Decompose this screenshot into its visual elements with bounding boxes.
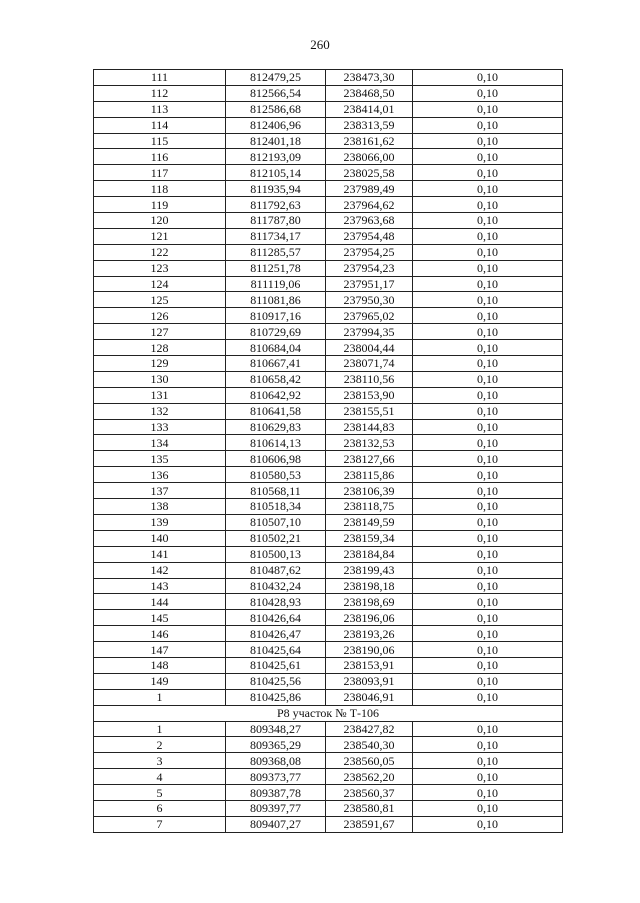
- y-coordinate-cell: 237951,17: [326, 276, 413, 292]
- y-coordinate-cell: 238115,86: [326, 467, 413, 483]
- y-coordinate-cell: 238025,58: [326, 165, 413, 181]
- x-coordinate-cell: 810426,64: [226, 610, 326, 626]
- accuracy-cell: 0,10: [413, 626, 563, 642]
- point-number-cell: 135: [94, 451, 226, 467]
- accuracy-cell: 0,10: [413, 165, 563, 181]
- point-number-cell: 125: [94, 292, 226, 308]
- y-coordinate-cell: 237964,62: [326, 197, 413, 213]
- section-title: Р8 участок № Т-106: [94, 705, 563, 721]
- y-coordinate-cell: 238149,59: [326, 514, 413, 530]
- table-row: [94, 133, 563, 149]
- point-number-cell: 121: [94, 228, 226, 244]
- y-coordinate-cell: 237994,35: [326, 324, 413, 340]
- accuracy-cell: 0,10: [413, 213, 563, 229]
- point-number-cell: 139: [94, 514, 226, 530]
- x-coordinate-cell: 809368,08: [226, 753, 326, 769]
- point-number-cell: 4: [94, 769, 226, 785]
- table-row: [94, 371, 563, 387]
- y-coordinate-cell: 237965,02: [326, 308, 413, 324]
- x-coordinate-cell: 810428,93: [226, 594, 326, 610]
- y-coordinate-cell: 238560,37: [326, 785, 413, 801]
- x-coordinate-cell: 812401,18: [226, 133, 326, 149]
- x-coordinate-cell: 812586,68: [226, 101, 326, 117]
- table-row: [94, 514, 563, 530]
- accuracy-cell: 0,10: [413, 800, 563, 816]
- x-coordinate-cell: 809387,78: [226, 785, 326, 801]
- y-coordinate-cell: 238071,74: [326, 356, 413, 372]
- x-coordinate-cell: 810502,21: [226, 530, 326, 546]
- x-coordinate-cell: 810425,64: [226, 642, 326, 658]
- table-row: [94, 70, 563, 86]
- accuracy-cell: 0,10: [413, 197, 563, 213]
- y-coordinate-cell: 238193,26: [326, 626, 413, 642]
- accuracy-cell: 0,10: [413, 387, 563, 403]
- table-row: [94, 626, 563, 642]
- accuracy-cell: 0,10: [413, 228, 563, 244]
- accuracy-cell: 0,10: [413, 85, 563, 101]
- table-row: [94, 117, 563, 133]
- accuracy-cell: 0,10: [413, 101, 563, 117]
- x-coordinate-cell: 810432,24: [226, 578, 326, 594]
- table-row: [94, 197, 563, 213]
- table-row: [94, 546, 563, 562]
- point-number-cell: 148: [94, 657, 226, 673]
- point-number-cell: 6: [94, 800, 226, 816]
- x-coordinate-cell: 810580,53: [226, 467, 326, 483]
- accuracy-cell: 0,10: [413, 483, 563, 499]
- x-coordinate-cell: 810614,13: [226, 435, 326, 451]
- point-number-cell: 2: [94, 737, 226, 753]
- x-coordinate-cell: 810729,69: [226, 324, 326, 340]
- point-number-cell: 1: [94, 721, 226, 737]
- x-coordinate-cell: 811081,86: [226, 292, 326, 308]
- accuracy-cell: 0,10: [413, 403, 563, 419]
- accuracy-cell: 0,10: [413, 610, 563, 626]
- accuracy-cell: 0,10: [413, 70, 563, 86]
- table-row: [94, 387, 563, 403]
- y-coordinate-cell: 237989,49: [326, 181, 413, 197]
- table-row: [94, 403, 563, 419]
- accuracy-cell: 0,10: [413, 451, 563, 467]
- point-number-cell: 143: [94, 578, 226, 594]
- accuracy-cell: 0,10: [413, 467, 563, 483]
- table-row: [94, 435, 563, 451]
- point-number-cell: 149: [94, 673, 226, 689]
- table-row: [94, 673, 563, 689]
- x-coordinate-cell: 810518,34: [226, 499, 326, 515]
- x-coordinate-cell: 811251,78: [226, 260, 326, 276]
- table-row: [94, 642, 563, 658]
- table-row: [94, 165, 563, 181]
- y-coordinate-cell: 238580,81: [326, 800, 413, 816]
- table-row: [94, 578, 563, 594]
- table-row: [94, 149, 563, 165]
- point-number-cell: 123: [94, 260, 226, 276]
- accuracy-cell: 0,10: [413, 181, 563, 197]
- x-coordinate-cell: 811787,80: [226, 213, 326, 229]
- point-number-cell: 131: [94, 387, 226, 403]
- point-number-cell: 140: [94, 530, 226, 546]
- y-coordinate-cell: 238540,30: [326, 737, 413, 753]
- x-coordinate-cell: 810658,42: [226, 371, 326, 387]
- accuracy-cell: 0,10: [413, 276, 563, 292]
- table-row: [94, 657, 563, 673]
- table-row: [94, 800, 563, 816]
- y-coordinate-cell: 238127,66: [326, 451, 413, 467]
- accuracy-cell: 0,10: [413, 785, 563, 801]
- table-row: [94, 499, 563, 515]
- point-number-cell: 133: [94, 419, 226, 435]
- x-coordinate-cell: 810917,16: [226, 308, 326, 324]
- accuracy-cell: 0,10: [413, 371, 563, 387]
- x-coordinate-cell: 810425,86: [226, 689, 326, 705]
- y-coordinate-cell: 238198,18: [326, 578, 413, 594]
- y-coordinate-cell: 238184,84: [326, 546, 413, 562]
- y-coordinate-cell: 238199,43: [326, 562, 413, 578]
- table-row: [94, 594, 563, 610]
- table-row: [94, 467, 563, 483]
- y-coordinate-cell: 238562,20: [326, 769, 413, 785]
- table-row: [94, 260, 563, 276]
- point-number-cell: 1: [94, 689, 226, 705]
- point-number-cell: 142: [94, 562, 226, 578]
- x-coordinate-cell: 812479,25: [226, 70, 326, 86]
- y-coordinate-cell: 238118,75: [326, 499, 413, 515]
- y-coordinate-cell: 237963,68: [326, 213, 413, 229]
- accuracy-cell: 0,10: [413, 308, 563, 324]
- point-number-cell: 138: [94, 499, 226, 515]
- x-coordinate-cell: 810606,98: [226, 451, 326, 467]
- x-coordinate-cell: 810641,58: [226, 403, 326, 419]
- accuracy-cell: 0,10: [413, 769, 563, 785]
- y-coordinate-cell: 238190,06: [326, 642, 413, 658]
- point-number-cell: 144: [94, 594, 226, 610]
- section-header-row: [94, 705, 563, 721]
- y-coordinate-cell: 238198,69: [326, 594, 413, 610]
- accuracy-cell: 0,10: [413, 594, 563, 610]
- x-coordinate-cell: 811285,57: [226, 244, 326, 260]
- x-coordinate-cell: 810684,04: [226, 340, 326, 356]
- y-coordinate-cell: 237954,23: [326, 260, 413, 276]
- table-row: [94, 737, 563, 753]
- accuracy-cell: 0,10: [413, 562, 563, 578]
- point-number-cell: 5: [94, 785, 226, 801]
- accuracy-cell: 0,10: [413, 578, 563, 594]
- y-coordinate-cell: 238066,00: [326, 149, 413, 165]
- x-coordinate-cell: 810568,11: [226, 483, 326, 499]
- accuracy-cell: 0,10: [413, 546, 563, 562]
- table-row: [94, 324, 563, 340]
- accuracy-cell: 0,10: [413, 244, 563, 260]
- x-coordinate-cell: 809407,27: [226, 816, 326, 832]
- x-coordinate-cell: 810507,10: [226, 514, 326, 530]
- y-coordinate-cell: 238427,82: [326, 721, 413, 737]
- y-coordinate-cell: 237954,48: [326, 228, 413, 244]
- accuracy-cell: 0,10: [413, 435, 563, 451]
- y-coordinate-cell: 238110,56: [326, 371, 413, 387]
- table-row: [94, 721, 563, 737]
- x-coordinate-cell: 811119,06: [226, 276, 326, 292]
- accuracy-cell: 0,10: [413, 689, 563, 705]
- table-row: [94, 419, 563, 435]
- accuracy-cell: 0,10: [413, 419, 563, 435]
- accuracy-cell: 0,10: [413, 340, 563, 356]
- point-number-cell: 145: [94, 610, 226, 626]
- table-row: [94, 181, 563, 197]
- x-coordinate-cell: 810500,13: [226, 546, 326, 562]
- point-number-cell: 111: [94, 70, 226, 86]
- y-coordinate-cell: 238468,50: [326, 85, 413, 101]
- table-row: [94, 530, 563, 546]
- point-number-cell: 136: [94, 467, 226, 483]
- accuracy-cell: 0,10: [413, 149, 563, 165]
- accuracy-cell: 0,10: [413, 499, 563, 515]
- y-coordinate-cell: 238093,91: [326, 673, 413, 689]
- y-coordinate-cell: 238560,05: [326, 753, 413, 769]
- accuracy-cell: 0,10: [413, 673, 563, 689]
- point-number-cell: 127: [94, 324, 226, 340]
- point-number-cell: 132: [94, 403, 226, 419]
- point-number-cell: 115: [94, 133, 226, 149]
- accuracy-cell: 0,10: [413, 324, 563, 340]
- accuracy-cell: 0,10: [413, 356, 563, 372]
- point-number-cell: 117: [94, 165, 226, 181]
- x-coordinate-cell: 809397,77: [226, 800, 326, 816]
- accuracy-cell: 0,10: [413, 514, 563, 530]
- y-coordinate-cell: 238144,83: [326, 419, 413, 435]
- point-number-cell: 141: [94, 546, 226, 562]
- x-coordinate-cell: 809365,29: [226, 737, 326, 753]
- point-number-cell: 128: [94, 340, 226, 356]
- table-row: [94, 753, 563, 769]
- accuracy-cell: 0,10: [413, 260, 563, 276]
- table-row: [94, 340, 563, 356]
- page-number: 260: [310, 37, 330, 52]
- accuracy-cell: 0,10: [413, 737, 563, 753]
- table-row: [94, 101, 563, 117]
- y-coordinate-cell: 238004,44: [326, 340, 413, 356]
- accuracy-cell: 0,10: [413, 642, 563, 658]
- point-number-cell: 7: [94, 816, 226, 832]
- table-row: [94, 610, 563, 626]
- point-number-cell: 124: [94, 276, 226, 292]
- table-row: [94, 228, 563, 244]
- point-number-cell: 116: [94, 149, 226, 165]
- table-row: [94, 562, 563, 578]
- x-coordinate-cell: 811734,17: [226, 228, 326, 244]
- point-number-cell: 134: [94, 435, 226, 451]
- x-coordinate-cell: 809373,77: [226, 769, 326, 785]
- table-row: [94, 356, 563, 372]
- table-row: [94, 785, 563, 801]
- table-row: [94, 483, 563, 499]
- accuracy-cell: 0,10: [413, 657, 563, 673]
- accuracy-cell: 0,10: [413, 753, 563, 769]
- y-coordinate-cell: 238196,06: [326, 610, 413, 626]
- x-coordinate-cell: 810642,92: [226, 387, 326, 403]
- point-number-cell: 137: [94, 483, 226, 499]
- accuracy-cell: 0,10: [413, 292, 563, 308]
- table-row: [94, 816, 563, 832]
- accuracy-cell: 0,10: [413, 133, 563, 149]
- table-row: [94, 276, 563, 292]
- point-number-cell: 113: [94, 101, 226, 117]
- point-number-cell: 119: [94, 197, 226, 213]
- table-row: [94, 85, 563, 101]
- point-number-cell: 130: [94, 371, 226, 387]
- y-coordinate-cell: 238414,01: [326, 101, 413, 117]
- table-row: [94, 689, 563, 705]
- table-row: [94, 244, 563, 260]
- x-coordinate-cell: 810426,47: [226, 626, 326, 642]
- accuracy-cell: 0,10: [413, 721, 563, 737]
- y-coordinate-cell: 237954,25: [326, 244, 413, 260]
- point-number-cell: 126: [94, 308, 226, 324]
- point-number-cell: 122: [94, 244, 226, 260]
- x-coordinate-cell: 810425,56: [226, 673, 326, 689]
- point-number-cell: 129: [94, 356, 226, 372]
- x-coordinate-cell: 810667,41: [226, 356, 326, 372]
- x-coordinate-cell: 812566,54: [226, 85, 326, 101]
- y-coordinate-cell: 237950,30: [326, 292, 413, 308]
- table-row: [94, 451, 563, 467]
- y-coordinate-cell: 238106,39: [326, 483, 413, 499]
- y-coordinate-cell: 238161,62: [326, 133, 413, 149]
- y-coordinate-cell: 238473,30: [326, 70, 413, 86]
- x-coordinate-cell: 810425,61: [226, 657, 326, 673]
- point-number-cell: 112: [94, 85, 226, 101]
- point-number-cell: 3: [94, 753, 226, 769]
- point-number-cell: 118: [94, 181, 226, 197]
- point-number-cell: 120: [94, 213, 226, 229]
- x-coordinate-cell: 812406,96: [226, 117, 326, 133]
- point-number-cell: 146: [94, 626, 226, 642]
- accuracy-cell: 0,10: [413, 530, 563, 546]
- y-coordinate-cell: 238159,34: [326, 530, 413, 546]
- x-coordinate-cell: 812193,09: [226, 149, 326, 165]
- point-number-cell: 147: [94, 642, 226, 658]
- accuracy-cell: 0,10: [413, 816, 563, 832]
- accuracy-cell: 0,10: [413, 117, 563, 133]
- x-coordinate-cell: 811935,94: [226, 181, 326, 197]
- table-row: [94, 292, 563, 308]
- y-coordinate-cell: 238313,59: [326, 117, 413, 133]
- x-coordinate-cell: 811792,63: [226, 197, 326, 213]
- x-coordinate-cell: 809348,27: [226, 721, 326, 737]
- y-coordinate-cell: 238132,53: [326, 435, 413, 451]
- y-coordinate-cell: 238155,51: [326, 403, 413, 419]
- coordinates-table: [93, 69, 563, 833]
- table-row: [94, 769, 563, 785]
- x-coordinate-cell: 810487,62: [226, 562, 326, 578]
- table-row: [94, 213, 563, 229]
- y-coordinate-cell: 238046,91: [326, 689, 413, 705]
- x-coordinate-cell: 812105,14: [226, 165, 326, 181]
- point-number-cell: 114: [94, 117, 226, 133]
- y-coordinate-cell: 238591,67: [326, 816, 413, 832]
- y-coordinate-cell: 238153,90: [326, 387, 413, 403]
- x-coordinate-cell: 810629,83: [226, 419, 326, 435]
- table-row: [94, 308, 563, 324]
- y-coordinate-cell: 238153,91: [326, 657, 413, 673]
